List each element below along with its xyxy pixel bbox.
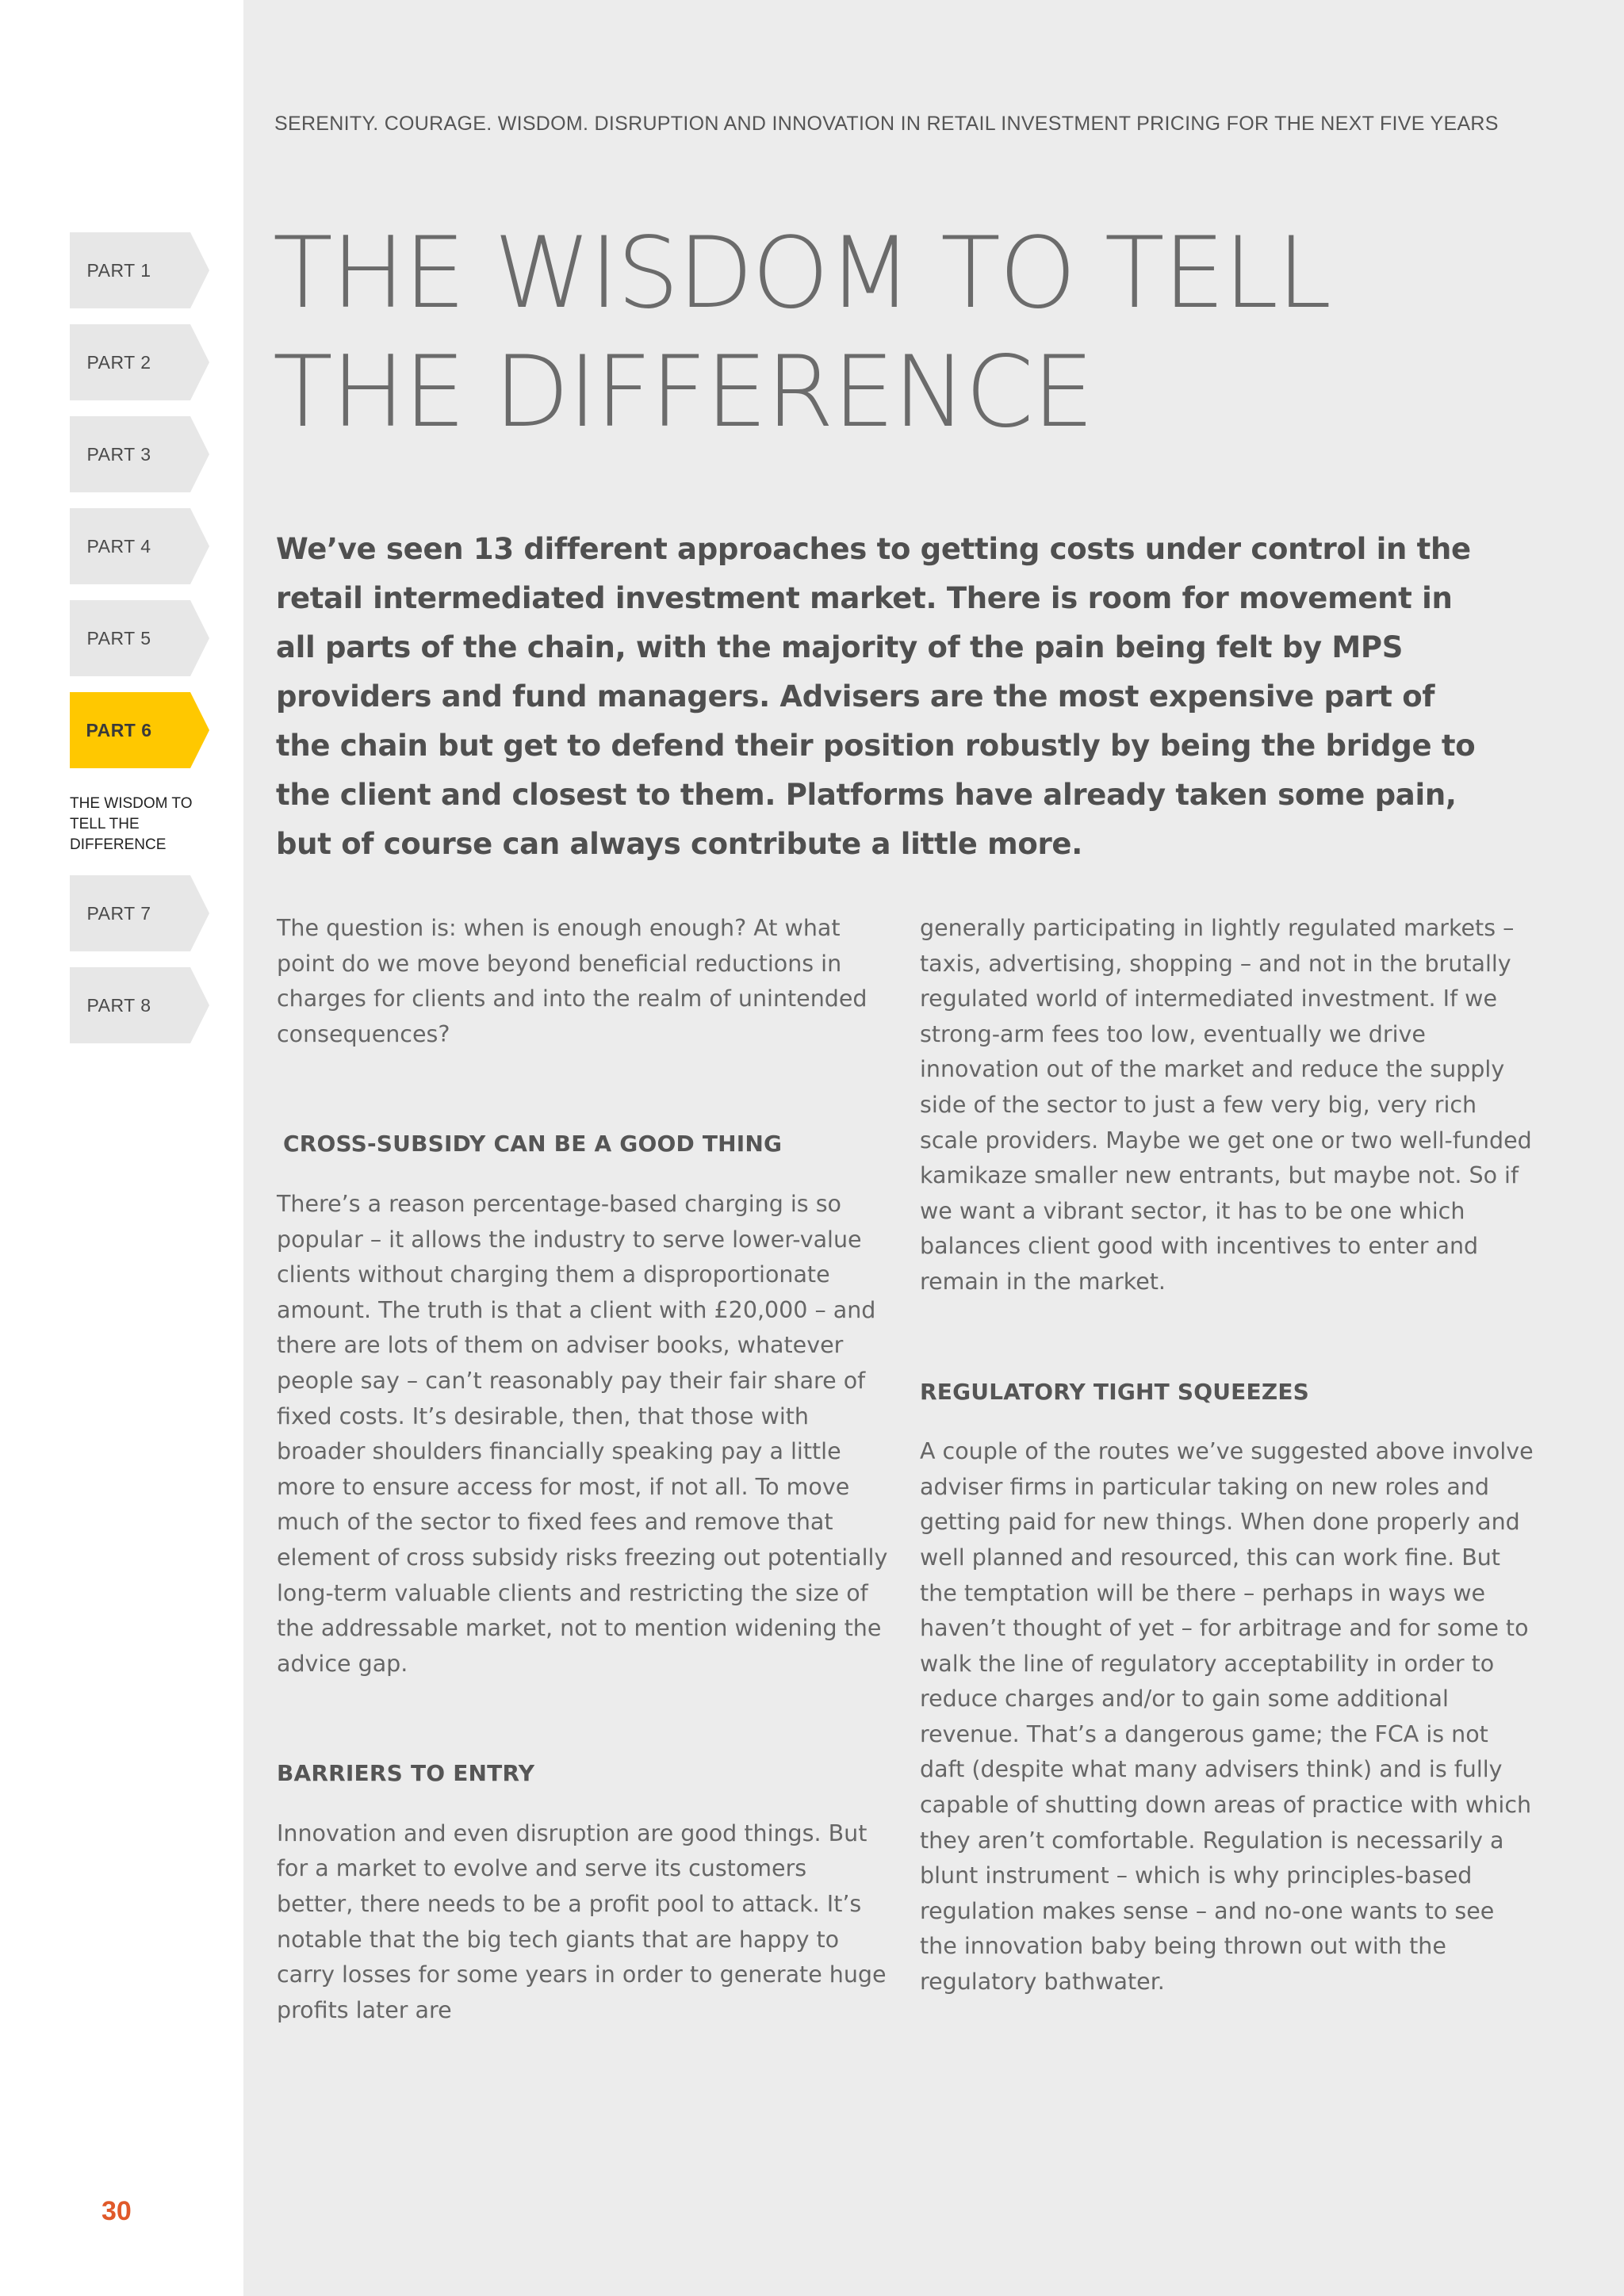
heading-regulatory-tight-squeezes: REGULATORY TIGHT SQUEEZES bbox=[920, 1378, 1310, 1405]
left-paragraph-3: Innovation and even disruption are good things. But for a market to evolve and serve its customers better, there needs to be a profit pool to attack. It’s notable that the big tech giants that are happy to carry losses for some years in order to generate huge profits later are bbox=[277, 1820, 887, 2023]
running-head: SERENITY. COURAGE. WISDOM. DISRUPTION AND INNOVATION IN RETAIL INVESTMENT PRICING FOR THE NEXT FIVE YEARS bbox=[274, 113, 1499, 135]
active-section-label[interactable]: THE WISDOM TO TELL THE DIFFERENCE bbox=[70, 795, 193, 853]
intro-paragraph: We’ve seen 13 different approaches to getting costs under control in the retail intermediated investment market. There is room for movement in all parts of the chain, with the majority of the pain being felt by MPS providers and fund managers. Advisers are the most expensive part of the chain but get to defend their position robustly by being the bridge to the client and closest to them. Platforms have already taken some pain, but of course can always contribute a little more. bbox=[276, 532, 1476, 861]
page-title-line-2: THE DIFFERENCE bbox=[273, 335, 1093, 450]
heading-cross-subsidy: CROSS-SUBSIDY CAN BE A GOOD THING bbox=[283, 1131, 783, 1158]
left-paragraph-2: There’s a reason percentage-based charging is so popular – it allows the industry to serve lower-value clients without charging them a disproportionate amount. The truth is that a client with £20,000 – and there are lots of them on adviser books, whatever people say – can’t reasonably pay their fair share of fixed costs. It’s desirable, then, that those with broader shoulders financially speaking pay a little more to ensure access for most, if not all. To move much of the sector to fixed fees and remove that element of cross subsidy risks freezing out potentially long-term valuable clients and restricting the size of the addressable market, not to mention widening the advice gap. bbox=[277, 1190, 888, 1677]
right-paragraph-2: A couple of the routes we’ve suggested above involve adviser firms in particular taking on new roles and getting paid for new things. When done properly and well planned and resourced, this can work fine. But the temptation will be there – perhaps in ways we haven’t thought of yet – for arbitrage and for some to walk the line of regulatory acceptability in order to reduce charges and/or to gain some additional revenue. That’s a dangerous game; the FCA is not daft (despite what many advisers think) and is fully capable of shutting down areas of practice with which they aren’t comfortable. Regulation is necessarily a blunt instrument – which is why principles-based regulation makes sense – and no-one wants to see the innovation baby being thrown out with the regulatory bathwater. bbox=[920, 1438, 1534, 1996]
part-5-tab[interactable]: PART 5 bbox=[70, 600, 190, 676]
heading-barriers-to-entry: BARRIERS TO ENTRY bbox=[277, 1760, 535, 1787]
part-3-tab[interactable]: PART 3 bbox=[70, 416, 190, 492]
part-7-tab[interactable]: PART 7 bbox=[70, 875, 190, 951]
sidebar bbox=[0, 0, 243, 2296]
page-title bbox=[273, 214, 1462, 452]
part-8-tab[interactable]: PART 8 bbox=[70, 967, 190, 1043]
part-4-tab[interactable]: PART 4 bbox=[70, 508, 190, 584]
right-column bbox=[920, 911, 1538, 2000]
left-column bbox=[277, 911, 889, 2028]
page-title-line-1: THE WISDOM TO TELL bbox=[273, 216, 1331, 331]
part-2-tab[interactable]: PART 2 bbox=[70, 324, 190, 400]
left-paragraph-1: The question is: when is enough enough? At what point do we move beyond beneficial reductions in charges for clients and into the realm of unintended consequences? bbox=[277, 915, 868, 1047]
part-1-tab[interactable]: PART 1 bbox=[70, 232, 190, 308]
right-paragraph-1: generally participating in lightly regulated markets – taxis, advertising, shopping – and not in the brutally regulated world of intermediated investment. If we strong-arm fees too low, eventually we drive innovation out of the market and reduce the supply side of the sector to just a few very big, very rich scale providers. Maybe we get one or two well-funded kamikaze smaller new entrants, but maybe not. So if we want a vibrant sector, it has to be one which balances client good with incentives to enter and remain in the market. bbox=[920, 915, 1532, 1295]
part-6-tab[interactable]: PART 6 bbox=[70, 692, 190, 768]
page-number: 30 bbox=[102, 2196, 132, 2226]
